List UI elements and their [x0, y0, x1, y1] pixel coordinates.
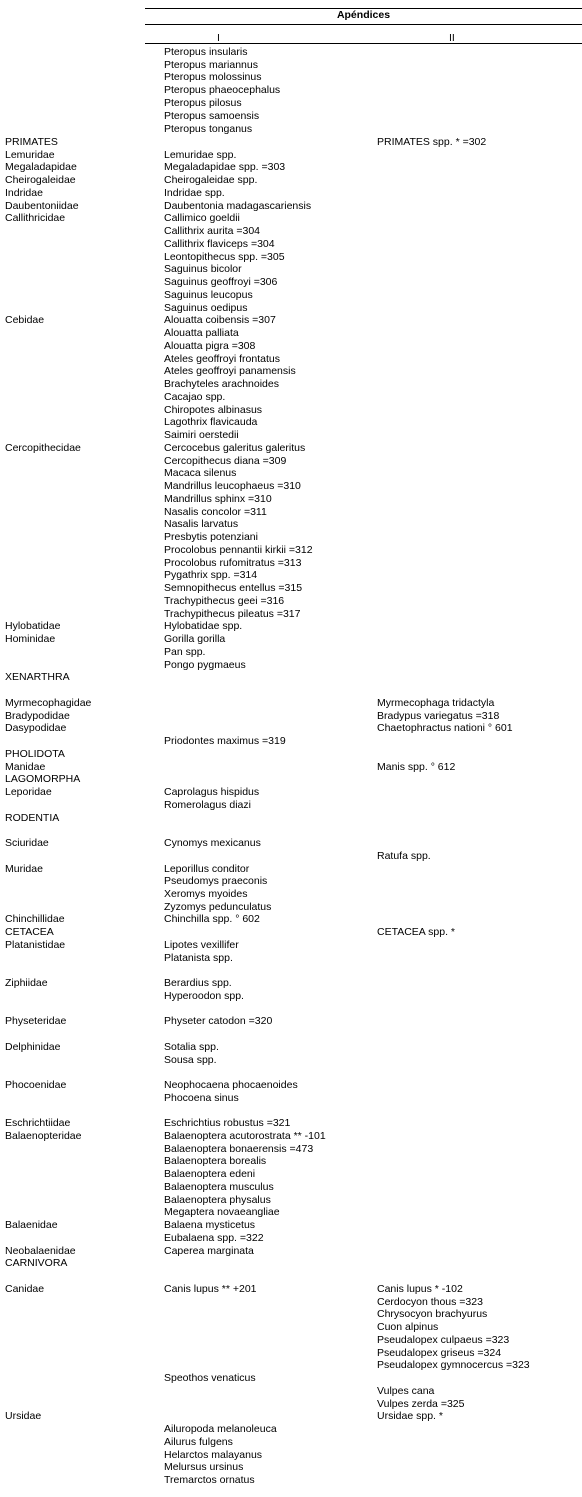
appendix-i-entry: Pongo pygmaeus — [164, 659, 246, 671]
taxon-name: Myrmecophagidae — [5, 697, 92, 709]
appendix-i-entry: Megaladapidae spp. =303 — [164, 161, 286, 173]
appendix-i-entry: Pseudomys praeconis — [164, 875, 268, 887]
appendix-i-entry: Megaptera novaeangliae — [164, 1206, 280, 1218]
appendix-i-entry: Presbytis potenziani — [164, 531, 258, 543]
appendix-i-entry: Lemuridae spp. — [164, 149, 237, 161]
appendix-i-entry: Balaena mysticetus — [164, 1219, 256, 1231]
taxon-name: Lemuridae — [5, 149, 55, 161]
appendix-i-entry: Balaenoptera borealis — [164, 1155, 267, 1167]
appendix-i-entry: Callithrix flaviceps =304 — [164, 238, 275, 250]
appendix-i-entry: Eschrichtius robustus =321 — [164, 1117, 291, 1129]
taxon-name: Cheirogaleidae — [5, 174, 76, 186]
taxon-name: Canidae — [5, 1283, 45, 1295]
appendix-i-entry: Brachyteles arachnoides — [164, 378, 279, 390]
column-header-appendix-i: I — [217, 32, 220, 44]
appendix-i-entry: Saguinus leucopus — [164, 289, 253, 301]
appendix-i-entry: Semnopithecus entellus =315 — [164, 582, 303, 594]
taxon-name: Bradypodidae — [5, 710, 70, 722]
appendix-i-entry: Pygathrix spp. =314 — [164, 569, 258, 581]
taxon-name: Physeteridae — [5, 1015, 67, 1027]
appendix-i-entry: Canis lupus ** +201 — [164, 1283, 257, 1295]
taxon-name: Dasypodidae — [5, 722, 67, 734]
appendix-i-entry: Indridae spp. — [164, 187, 225, 199]
appendix-i-entry: Pteropus pilosus — [164, 97, 242, 109]
taxon-name: Cercopithecidae — [5, 442, 81, 454]
appendix-i-entry: Romerolagus diazi — [164, 799, 251, 811]
appendix-ii-entry: Pseudalopex culpaeus =323 — [377, 1334, 510, 1346]
taxon-name: Megaladapidae — [5, 161, 77, 173]
taxon-name: Muridae — [5, 863, 43, 875]
taxon-name: Platanistidae — [5, 939, 66, 951]
taxon-name: Indridae — [5, 187, 43, 199]
taxon-name: RODENTIA — [5, 812, 60, 824]
taxon-name: Sciuridae — [5, 837, 49, 849]
appendix-i-entry: Pteropus samoensis — [164, 110, 260, 122]
appendix-i-entry: Leporillus conditor — [164, 863, 250, 875]
appendix-ii-entry: Pseudalopex gymnocercus =323 — [377, 1359, 530, 1371]
appendix-i-entry: Melursus ursinus — [164, 1461, 244, 1473]
column-header-appendix-ii: II — [449, 32, 455, 44]
appendix-i-entry: Phocoena sinus — [164, 1092, 239, 1104]
appendix-i-entry: Caperea marginata — [164, 1245, 254, 1257]
appendix-i-entry: Ateles geoffroyi panamensis — [164, 365, 296, 377]
appendix-i-entry: Callimico goeldii — [164, 212, 240, 224]
appendix-ii-entry: Ratufa spp. — [377, 850, 431, 862]
appendix-i-entry: Trachypithecus geei =316 — [164, 595, 285, 607]
appendix-i-entry: Zyzomys pedunculatus — [164, 901, 272, 913]
appendix-i-entry: Balaenoptera musculus — [164, 1181, 274, 1193]
appendix-i-entry: Pteropus tonganus — [164, 123, 253, 135]
appendix-i-entry: Hylobatidae spp. — [164, 620, 243, 632]
taxon-name: Leporidae — [5, 786, 52, 798]
appendix-ii-entry: Cerdocyon thous =323 — [377, 1296, 483, 1308]
taxon-name: Daubentoniidae — [5, 200, 79, 212]
appendix-ii-entry: PRIMATES spp. * =302 — [377, 136, 487, 148]
appendix-i-entry: Chiropotes albinasus — [164, 404, 263, 416]
appendix-i-entry: Helarctos malayanus — [164, 1449, 263, 1461]
appendix-i-entry: Pteropus insularis — [164, 46, 248, 58]
taxon-name: Ursidae — [5, 1410, 42, 1422]
appendix-ii-entry: Bradypus variegatus =318 — [377, 710, 500, 722]
appendix-i-entry: Hyperoodon spp. — [164, 990, 244, 1002]
appendix-i-entry: Ailuropoda melanoleuca — [164, 1423, 277, 1435]
appendix-i-entry: Alouatta coibensis =307 — [164, 314, 276, 326]
taxon-name: CARNIVORA — [5, 1257, 68, 1269]
appendix-i-entry: Speothos venaticus — [164, 1372, 256, 1384]
appendix-i-entry: Chinchilla spp. ° 602 — [164, 913, 260, 925]
appendix-i-entry: Lipotes vexillifer — [164, 939, 239, 951]
table-title: Apéndices — [336, 9, 391, 21]
appendix-i-entry: Sousa spp. — [164, 1054, 217, 1066]
appendix-i-entry: Cheirogaleidae spp. — [164, 174, 258, 186]
appendix-i-entry: Saimiri oerstedii — [164, 429, 239, 441]
taxon-name: Manidae — [5, 761, 46, 773]
taxon-name: LAGOMORPHA — [5, 773, 81, 785]
appendix-i-entry: Ailurus fulgens — [164, 1436, 233, 1448]
taxon-name: Ziphiidae — [5, 977, 48, 989]
taxon-name: Eschrichtiidae — [5, 1117, 71, 1129]
appendix-i-entry: Gorilla gorilla — [164, 633, 226, 645]
appendix-i-entry: Trachypithecus pileatus =317 — [164, 608, 301, 620]
appendix-i-entry: Macaca silenus — [164, 467, 237, 479]
taxon-name: Callithricidae — [5, 212, 66, 224]
taxon-name: Delphinidae — [5, 1041, 61, 1053]
taxon-name: Balaenopteridae — [5, 1130, 82, 1142]
appendix-i-entry: Balaenoptera acutorostrata ** -101 — [164, 1130, 326, 1142]
appendix-i-entry: Procolobus rufomitratus =313 — [164, 557, 302, 569]
taxon-name: Cebidae — [5, 314, 45, 326]
appendix-i-entry: Eubalaena spp. =322 — [164, 1232, 264, 1244]
appendix-i-entry: Physeter catodon =320 — [164, 1015, 273, 1027]
taxon-name: Hominidae — [5, 633, 56, 645]
appendix-i-entry: Sotalia spp. — [164, 1041, 219, 1053]
taxon-name: CETACEA — [5, 926, 54, 938]
taxon-name: Balaenidae — [5, 1219, 58, 1231]
appendix-ii-entry: Pseudalopex griseus =324 — [377, 1347, 502, 1359]
appendix-i-entry: Alouatta palliata — [164, 327, 239, 339]
appendix-i-entry: Tremarctos ornatus — [164, 1474, 255, 1486]
appendix-ii-entry: Manis spp. ° 612 — [377, 761, 456, 773]
appendix-ii-entry: CETACEA spp. * — [377, 926, 456, 938]
appendix-i-entry: Pan spp. — [164, 646, 206, 658]
appendix-i-entry: Berardius spp. — [164, 977, 232, 989]
appendix-i-entry: Priodontes maximus =319 — [164, 735, 286, 747]
appendix-i-entry: Platanista spp. — [164, 952, 233, 964]
appendix-i-entry: Lagothrix flavicauda — [164, 416, 258, 428]
appendix-i-entry: Balaenoptera bonaerensis =473 — [164, 1143, 314, 1155]
taxon-name: Hylobatidae — [5, 620, 61, 632]
appendix-i-entry: Cacajao spp. — [164, 391, 226, 403]
appendix-ii-entry: Myrmecophaga tridactyla — [377, 697, 495, 709]
taxon-name: PRIMATES — [5, 136, 58, 148]
appendix-i-entry: Alouatta pigra =308 — [164, 340, 256, 352]
appendix-i-entry: Cercopithecus diana =309 — [164, 455, 287, 467]
appendix-i-entry: Callithrix aurita =304 — [164, 225, 261, 237]
appendix-ii-entry: Cuon alpinus — [377, 1321, 439, 1333]
appendix-i-entry: Nasalis larvatus — [164, 518, 239, 530]
appendix-i-entry: Saguinus oedipus — [164, 302, 248, 314]
appendix-i-entry: Mandrillus sphinx =310 — [164, 493, 272, 505]
appendix-i-entry: Procolobus pennantii kirkii =312 — [164, 544, 313, 556]
appendix-ii-entry: Chaetophractus nationi ° 601 — [377, 722, 513, 734]
appendix-i-entry: Neophocaena phocaenoides — [164, 1079, 298, 1091]
appendix-ii-entry: Chrysocyon brachyurus — [377, 1308, 488, 1320]
appendix-i-entry: Xeromys myoides — [164, 888, 248, 900]
appendix-i-entry: Saguinus geoffroyi =306 — [164, 276, 278, 288]
appendix-i-entry: Daubentonia madagascariensis — [164, 200, 312, 212]
appendix-i-entry: Nasalis concolor =311 — [164, 506, 267, 518]
taxon-name: Phocoenidae — [5, 1079, 67, 1091]
appendix-i-entry: Pteropus molossinus — [164, 71, 262, 83]
appendix-i-entry: Leontopithecus spp. =305 — [164, 251, 285, 263]
appendix-i-entry: Cercocebus galeritus galeritus — [164, 442, 306, 454]
appendix-i-entry: Mandrillus leucophaeus =310 — [164, 480, 301, 492]
taxon-name: Neobalaenidae — [5, 1245, 76, 1257]
header-bottom-rule — [145, 43, 582, 44]
middle-rule — [145, 24, 582, 25]
appendix-i-entry: Saguinus bicolor — [164, 263, 242, 275]
appendix-ii-entry: Vulpes cana — [377, 1385, 435, 1397]
taxon-name: XENARTHRA — [5, 671, 70, 683]
appendix-ii-entry: Ursidae spp. * — [377, 1410, 443, 1422]
appendix-i-entry: Pteropus phaeocephalus — [164, 84, 281, 96]
appendix-ii-entry: Canis lupus * -102 — [377, 1283, 463, 1295]
appendix-i-entry: Caprolagus hispidus — [164, 786, 260, 798]
appendix-i-entry: Cynomys mexicanus — [164, 837, 261, 849]
taxon-name: Chinchillidae — [5, 913, 65, 925]
appendix-i-entry: Pteropus mariannus — [164, 59, 258, 71]
appendix-ii-entry: Vulpes zerda =325 — [377, 1398, 465, 1410]
appendix-i-entry: Ateles geoffroyi frontatus — [164, 353, 280, 365]
taxon-name: PHOLIDOTA — [5, 748, 65, 760]
appendix-i-entry: Balaenoptera physalus — [164, 1194, 271, 1206]
appendix-i-entry: Balaenoptera edeni — [164, 1168, 256, 1180]
